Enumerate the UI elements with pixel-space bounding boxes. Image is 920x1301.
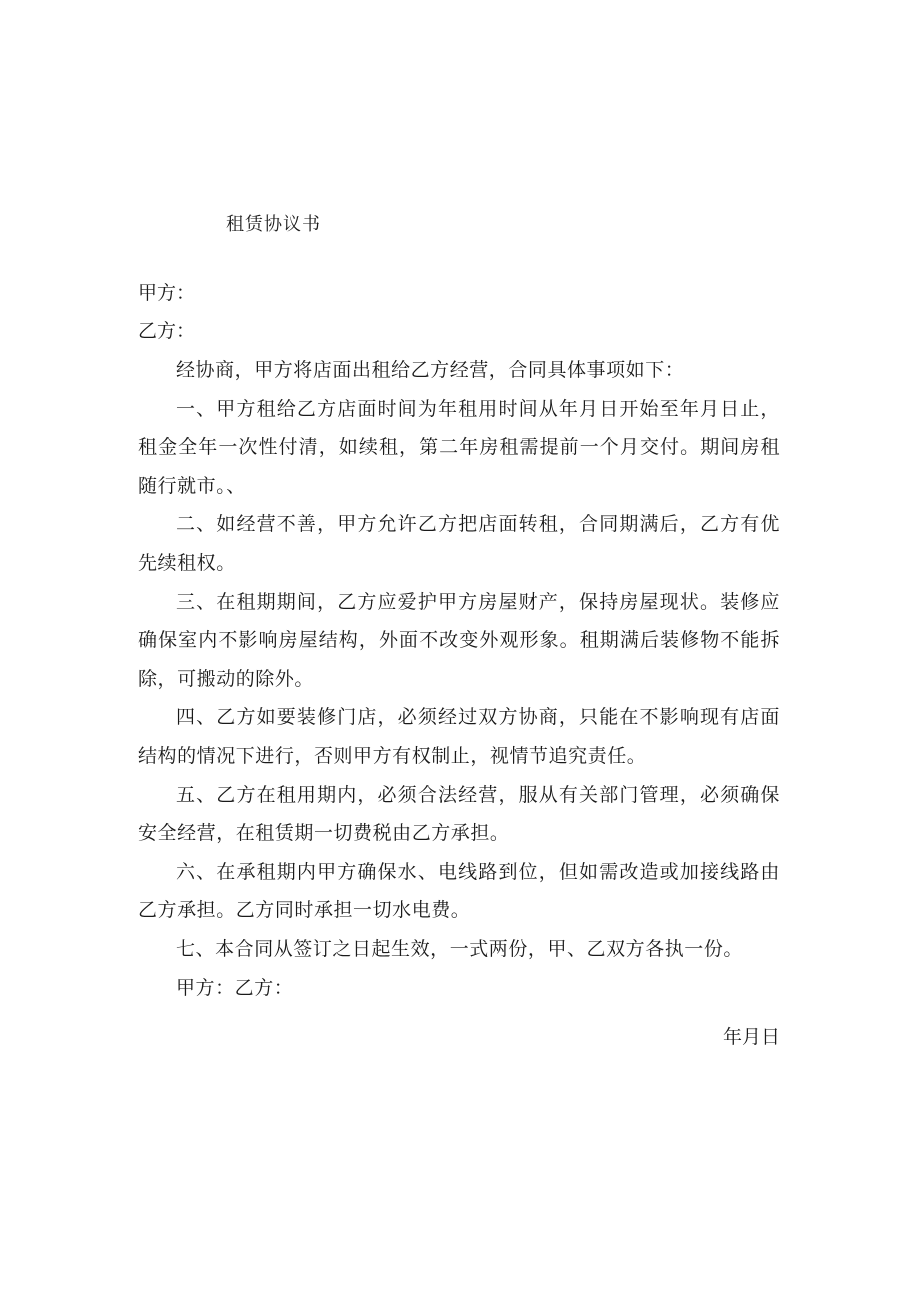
clause-6: 六、在承租期内甲方确保水、电线路到位，但如需改造或加接线路由乙方承担。乙方同时承担一切水电费。 <box>138 860 780 922</box>
clause-1: 一、甲方租给乙方店面时间为年租用时间从年月日开始至年月日止，租金全年一次性付清，如续租，第二年房租需提前一个月交付。期间房租随行就市。、 <box>138 397 780 497</box>
party-a-label: 甲方： <box>138 282 196 304</box>
clause-4: 四、乙方如要装修门店，必须经过双方协商，只能在不影响现有店面结构的情况下进行，否则甲方有权制止，视情节追究责任。 <box>138 706 780 767</box>
agreement-body <box>138 351 780 1007</box>
document-title: 租赁协议书 <box>226 214 321 235</box>
clause-5: 五、乙方在租用期内，必须合法经营，服从有关部门管理，必须确保安全经营，在租赁期一切费税由乙方承担。 <box>138 783 780 845</box>
clause-3: 三、在租期期间，乙方应爱护甲方房屋财产，保持房屋现状。装修应确保室内不影响房屋结构，外面不改变外观形象。租期满后装修物不能拆除，可搬动的除外。 <box>138 590 780 690</box>
clause-2: 二、如经营不善，甲方允许乙方把店面转租，合同期满后，乙方有优先续租权。 <box>138 513 780 574</box>
party-b-label: 乙方： <box>138 320 196 342</box>
clause-7: 七、本合同从签订之日起生效，一式两份，甲、乙双方各执一份。 <box>176 937 743 960</box>
intro-paragraph: 经协商，甲方将店面出租给乙方经营，合同具体事项如下： <box>176 359 685 381</box>
date-line: 年月日 <box>722 1026 780 1048</box>
signature-line: 甲方：乙方： <box>176 976 294 999</box>
